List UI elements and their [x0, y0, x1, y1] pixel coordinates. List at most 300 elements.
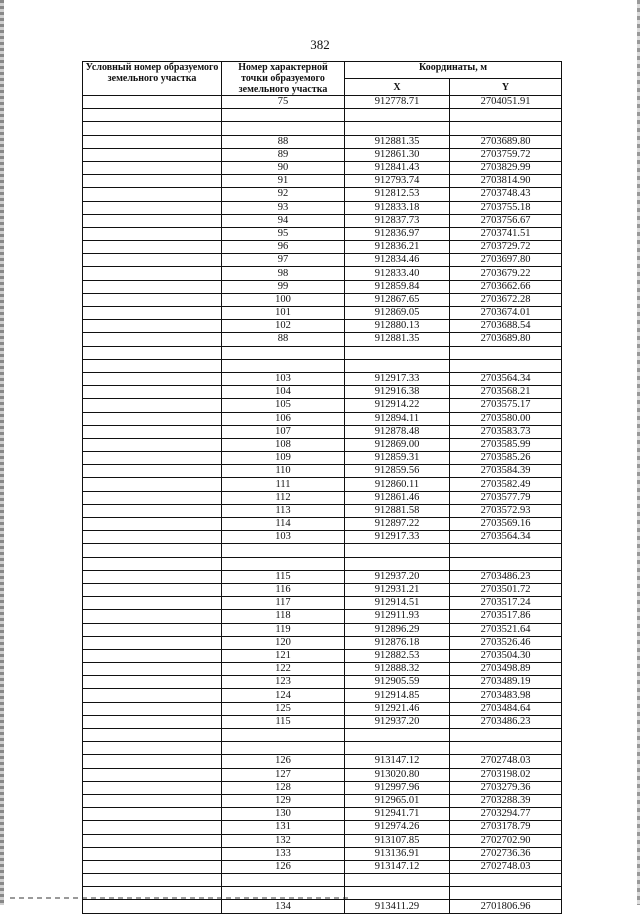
y-cell: 2703504.30	[450, 649, 562, 662]
x-cell: 912833.40	[345, 267, 450, 280]
x-cell: 912859.84	[345, 280, 450, 293]
table-row	[83, 293, 562, 306]
y-cell	[450, 346, 562, 359]
y-cell: 2704051.91	[450, 96, 562, 109]
table-row	[83, 386, 562, 399]
y-cell	[450, 122, 562, 135]
point-cell: 104	[222, 386, 345, 399]
point-cell: 129	[222, 794, 345, 807]
point-cell	[222, 359, 345, 372]
x-cell: 912859.31	[345, 452, 450, 465]
y-cell: 2703486.23	[450, 715, 562, 728]
x-cell: 912869.00	[345, 438, 450, 451]
x-cell: 912861.46	[345, 491, 450, 504]
table-row	[83, 834, 562, 847]
table-row	[83, 570, 562, 583]
y-cell	[450, 729, 562, 742]
table-row	[83, 227, 562, 240]
point-cell: 111	[222, 478, 345, 491]
x-cell	[345, 557, 450, 570]
x-cell: 913136.91	[345, 847, 450, 860]
x-cell: 912836.21	[345, 241, 450, 254]
point-cell: 130	[222, 808, 345, 821]
x-cell	[345, 874, 450, 887]
table-body	[83, 96, 562, 914]
point-cell: 133	[222, 847, 345, 860]
y-cell: 2703729.72	[450, 241, 562, 254]
point-cell	[222, 742, 345, 755]
y-cell: 2703521.64	[450, 623, 562, 636]
point-cell: 126	[222, 755, 345, 768]
parcel-cell	[83, 570, 222, 583]
parcel-cell	[83, 781, 222, 794]
point-cell: 120	[222, 636, 345, 649]
table-row	[83, 201, 562, 214]
x-cell: 912916.38	[345, 386, 450, 399]
y-cell: 2703564.34	[450, 531, 562, 544]
point-cell: 123	[222, 676, 345, 689]
table-row	[83, 148, 562, 161]
parcel-cell	[83, 768, 222, 781]
parcel-cell	[83, 267, 222, 280]
table-row	[83, 465, 562, 478]
table-row	[83, 887, 562, 900]
y-cell	[450, 557, 562, 570]
y-cell	[450, 544, 562, 557]
x-cell: 912941.71	[345, 808, 450, 821]
parcel-cell	[83, 557, 222, 570]
parcel-cell	[83, 610, 222, 623]
table-row	[83, 109, 562, 122]
parcel-cell	[83, 188, 222, 201]
x-cell: 912974.26	[345, 821, 450, 834]
table-row	[83, 504, 562, 517]
table-row	[83, 307, 562, 320]
scan-edge-left	[0, 0, 4, 905]
table-row	[83, 583, 562, 596]
x-cell	[345, 544, 450, 557]
parcel-cell	[83, 887, 222, 900]
x-cell: 912881.35	[345, 135, 450, 148]
parcel-cell	[83, 96, 222, 109]
x-cell: 912914.51	[345, 597, 450, 610]
x-cell: 912917.33	[345, 372, 450, 385]
point-cell: 100	[222, 293, 345, 306]
parcel-cell	[83, 860, 222, 873]
parcel-cell	[83, 531, 222, 544]
point-cell: 98	[222, 267, 345, 280]
x-cell	[345, 742, 450, 755]
point-cell: 89	[222, 148, 345, 161]
y-cell	[450, 359, 562, 372]
table-row	[83, 96, 562, 109]
point-cell	[222, 109, 345, 122]
table-row	[83, 794, 562, 807]
parcel-cell	[83, 478, 222, 491]
table-row	[83, 267, 562, 280]
header-x: X	[345, 79, 450, 96]
point-cell: 128	[222, 781, 345, 794]
x-cell: 912937.20	[345, 715, 450, 728]
parcel-cell	[83, 847, 222, 860]
y-cell: 2703814.90	[450, 175, 562, 188]
y-cell: 2703484.64	[450, 702, 562, 715]
parcel-cell	[83, 438, 222, 451]
parcel-cell	[83, 583, 222, 596]
parcel-cell	[83, 241, 222, 254]
y-cell: 2703569.16	[450, 518, 562, 531]
x-cell: 912894.11	[345, 412, 450, 425]
y-cell: 2703483.98	[450, 689, 562, 702]
header-point-number: Номер характерной точки образуемого земельного участка	[222, 62, 345, 96]
table-row	[83, 175, 562, 188]
x-cell: 912905.59	[345, 676, 450, 689]
y-cell: 2703572.93	[450, 504, 562, 517]
table-row	[83, 452, 562, 465]
x-cell: 912833.18	[345, 201, 450, 214]
parcel-cell	[83, 465, 222, 478]
y-cell: 2703517.24	[450, 597, 562, 610]
point-cell: 106	[222, 412, 345, 425]
table-row	[83, 676, 562, 689]
point-cell	[222, 346, 345, 359]
x-cell	[345, 729, 450, 742]
parcel-cell	[83, 636, 222, 649]
parcel-cell	[83, 399, 222, 412]
table-row	[83, 874, 562, 887]
point-cell: 96	[222, 241, 345, 254]
y-cell: 2703759.72	[450, 148, 562, 161]
y-cell: 2703489.19	[450, 676, 562, 689]
point-cell: 110	[222, 465, 345, 478]
parcel-cell	[83, 663, 222, 676]
x-cell: 912837.73	[345, 214, 450, 227]
point-cell: 116	[222, 583, 345, 596]
table-row	[83, 847, 562, 860]
table-row	[83, 663, 562, 676]
parcel-cell	[83, 452, 222, 465]
point-cell: 131	[222, 821, 345, 834]
point-cell: 134	[222, 900, 345, 913]
point-cell: 94	[222, 214, 345, 227]
point-cell: 115	[222, 715, 345, 728]
table-row	[83, 241, 562, 254]
table-row	[83, 808, 562, 821]
x-cell	[345, 887, 450, 900]
header-y: Y	[450, 79, 562, 96]
parcel-cell	[83, 346, 222, 359]
x-cell: 912896.29	[345, 623, 450, 636]
y-cell: 2703584.39	[450, 465, 562, 478]
parcel-cell	[83, 623, 222, 636]
page-number: 382	[310, 37, 330, 52]
table-row	[83, 518, 562, 531]
y-cell: 2703748.43	[450, 188, 562, 201]
x-cell: 912869.05	[345, 307, 450, 320]
parcel-cell	[83, 729, 222, 742]
point-cell: 95	[222, 227, 345, 240]
table-row	[83, 122, 562, 135]
y-cell: 2703568.21	[450, 386, 562, 399]
parcel-cell	[83, 504, 222, 517]
parcel-cell	[83, 214, 222, 227]
table-row	[83, 900, 562, 913]
point-cell: 88	[222, 135, 345, 148]
parcel-cell	[83, 597, 222, 610]
table-row	[83, 425, 562, 438]
parcel-cell	[83, 201, 222, 214]
y-cell: 2703577.79	[450, 491, 562, 504]
point-cell: 99	[222, 280, 345, 293]
x-cell	[345, 122, 450, 135]
point-cell: 103	[222, 531, 345, 544]
y-cell: 2703689.80	[450, 135, 562, 148]
parcel-cell	[83, 649, 222, 662]
y-cell: 2703697.80	[450, 254, 562, 267]
point-cell	[222, 122, 345, 135]
x-cell: 912882.53	[345, 649, 450, 662]
point-cell: 117	[222, 597, 345, 610]
parcel-cell	[83, 280, 222, 293]
table-row	[83, 359, 562, 372]
point-cell: 125	[222, 702, 345, 715]
point-cell: 108	[222, 438, 345, 451]
table-row	[83, 597, 562, 610]
parcel-cell	[83, 135, 222, 148]
parcel-cell	[83, 161, 222, 174]
table-row	[83, 702, 562, 715]
table-row	[83, 346, 562, 359]
y-cell: 2703178.79	[450, 821, 562, 834]
parcel-cell	[83, 254, 222, 267]
parcel-cell	[83, 518, 222, 531]
table-row	[83, 135, 562, 148]
x-cell: 912911.93	[345, 610, 450, 623]
table-row	[83, 531, 562, 544]
parcel-cell	[83, 755, 222, 768]
y-cell: 2703585.26	[450, 452, 562, 465]
point-cell: 126	[222, 860, 345, 873]
y-cell: 2703501.72	[450, 583, 562, 596]
parcel-cell	[83, 544, 222, 557]
y-cell: 2703674.01	[450, 307, 562, 320]
parcel-cell	[83, 307, 222, 320]
point-cell: 101	[222, 307, 345, 320]
parcel-cell	[83, 715, 222, 728]
coordinates-table	[82, 61, 562, 914]
parcel-cell	[83, 122, 222, 135]
y-cell: 2702702.90	[450, 834, 562, 847]
y-cell: 2701806.96	[450, 900, 562, 913]
table-row	[83, 742, 562, 755]
table-row	[83, 161, 562, 174]
header-parcel-number: Условный номер образуемого земельного участка	[83, 62, 222, 96]
y-cell: 2703486.23	[450, 570, 562, 583]
table-row	[83, 333, 562, 346]
point-cell: 132	[222, 834, 345, 847]
x-cell: 912931.21	[345, 583, 450, 596]
table-row	[83, 557, 562, 570]
y-cell: 2703288.39	[450, 794, 562, 807]
parcel-cell	[83, 900, 222, 913]
parcel-cell	[83, 874, 222, 887]
table-row	[83, 636, 562, 649]
table-row	[83, 610, 562, 623]
y-cell: 2703526.46	[450, 636, 562, 649]
x-cell: 913020.80	[345, 768, 450, 781]
table-row	[83, 623, 562, 636]
point-cell: 103	[222, 372, 345, 385]
point-cell: 91	[222, 175, 345, 188]
x-cell: 912881.58	[345, 504, 450, 517]
parcel-cell	[83, 333, 222, 346]
x-cell: 912897.22	[345, 518, 450, 531]
table-row	[83, 860, 562, 873]
table-row	[83, 254, 562, 267]
point-cell: 122	[222, 663, 345, 676]
x-cell: 912860.11	[345, 478, 450, 491]
y-cell: 2702748.03	[450, 860, 562, 873]
x-cell: 912880.13	[345, 320, 450, 333]
x-cell	[345, 346, 450, 359]
header-coordinates: Координаты, м	[345, 62, 562, 79]
x-cell: 912965.01	[345, 794, 450, 807]
y-cell: 2703756.67	[450, 214, 562, 227]
y-cell: 2703679.22	[450, 267, 562, 280]
point-cell: 97	[222, 254, 345, 267]
y-cell: 2703575.17	[450, 399, 562, 412]
point-cell: 75	[222, 96, 345, 109]
x-cell: 913107.85	[345, 834, 450, 847]
x-cell: 912812.53	[345, 188, 450, 201]
point-cell	[222, 874, 345, 887]
table-row	[83, 478, 562, 491]
table-row	[83, 768, 562, 781]
x-cell: 912888.32	[345, 663, 450, 676]
x-cell: 912793.74	[345, 175, 450, 188]
table-row	[83, 412, 562, 425]
table-row	[83, 399, 562, 412]
point-cell: 102	[222, 320, 345, 333]
y-cell: 2703580.00	[450, 412, 562, 425]
parcel-cell	[83, 425, 222, 438]
parcel-cell	[83, 742, 222, 755]
x-cell: 912937.20	[345, 570, 450, 583]
parcel-cell	[83, 412, 222, 425]
parcel-cell	[83, 293, 222, 306]
x-cell: 912861.30	[345, 148, 450, 161]
table-row	[83, 188, 562, 201]
parcel-cell	[83, 794, 222, 807]
x-cell: 912881.35	[345, 333, 450, 346]
y-cell: 2703517.86	[450, 610, 562, 623]
parcel-cell	[83, 834, 222, 847]
point-cell	[222, 557, 345, 570]
table-row	[83, 544, 562, 557]
point-cell	[222, 887, 345, 900]
x-cell: 912778.71	[345, 96, 450, 109]
x-cell: 912876.18	[345, 636, 450, 649]
table-row	[83, 755, 562, 768]
point-cell: 127	[222, 768, 345, 781]
parcel-cell	[83, 109, 222, 122]
parcel-cell	[83, 808, 222, 821]
point-cell	[222, 729, 345, 742]
parcel-cell	[83, 386, 222, 399]
parcel-cell	[83, 821, 222, 834]
y-cell: 2703198.02	[450, 768, 562, 781]
point-cell: 119	[222, 623, 345, 636]
table-row	[83, 372, 562, 385]
x-cell: 913411.29	[345, 900, 450, 913]
parcel-cell	[83, 320, 222, 333]
x-cell: 912997.96	[345, 781, 450, 794]
x-cell: 912878.48	[345, 425, 450, 438]
parcel-cell	[83, 372, 222, 385]
x-cell: 912841.43	[345, 161, 450, 174]
point-cell: 113	[222, 504, 345, 517]
table-row	[83, 689, 562, 702]
x-cell: 913147.12	[345, 860, 450, 873]
y-cell: 2703672.28	[450, 293, 562, 306]
point-cell: 88	[222, 333, 345, 346]
y-cell	[450, 887, 562, 900]
table-row	[83, 649, 562, 662]
y-cell: 2703564.34	[450, 372, 562, 385]
y-cell: 2703741.51	[450, 227, 562, 240]
point-cell	[222, 544, 345, 557]
table-row	[83, 821, 562, 834]
y-cell: 2703688.54	[450, 320, 562, 333]
table-row	[83, 320, 562, 333]
parcel-cell	[83, 689, 222, 702]
parcel-cell	[83, 491, 222, 504]
table-row	[83, 280, 562, 293]
point-cell: 109	[222, 452, 345, 465]
point-cell: 118	[222, 610, 345, 623]
table-row	[83, 715, 562, 728]
parcel-cell	[83, 148, 222, 161]
parcel-cell	[83, 175, 222, 188]
x-cell: 912914.22	[345, 399, 450, 412]
point-cell: 115	[222, 570, 345, 583]
point-cell: 107	[222, 425, 345, 438]
parcel-cell	[83, 702, 222, 715]
point-cell: 92	[222, 188, 345, 201]
y-cell: 2703755.18	[450, 201, 562, 214]
y-cell: 2703583.73	[450, 425, 562, 438]
parcel-cell	[83, 676, 222, 689]
point-cell: 105	[222, 399, 345, 412]
y-cell	[450, 742, 562, 755]
table-row	[83, 729, 562, 742]
y-cell: 2702736.36	[450, 847, 562, 860]
x-cell: 912859.56	[345, 465, 450, 478]
point-cell: 90	[222, 161, 345, 174]
point-cell: 112	[222, 491, 345, 504]
x-cell: 913147.12	[345, 755, 450, 768]
point-cell: 114	[222, 518, 345, 531]
x-cell: 912914.85	[345, 689, 450, 702]
parcel-cell	[83, 227, 222, 240]
table-row	[83, 491, 562, 504]
y-cell	[450, 874, 562, 887]
y-cell: 2702748.03	[450, 755, 562, 768]
x-cell	[345, 359, 450, 372]
y-cell: 2703279.36	[450, 781, 562, 794]
y-cell: 2703294.77	[450, 808, 562, 821]
x-cell: 912834.46	[345, 254, 450, 267]
